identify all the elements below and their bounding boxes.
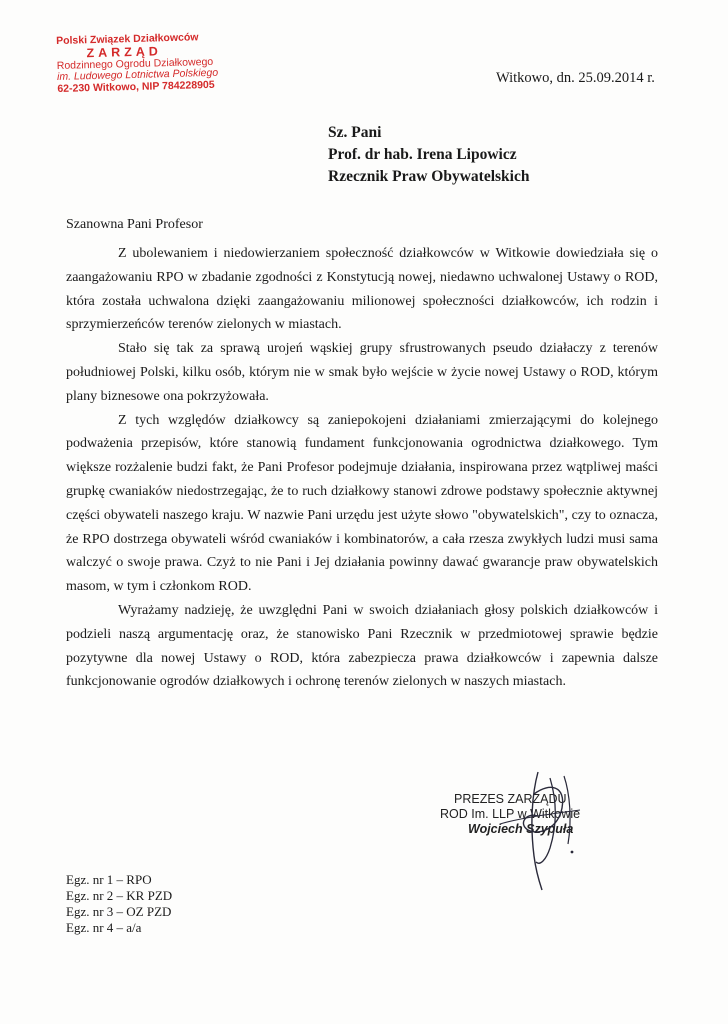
signature-name: Wojciech Szypuła (468, 822, 574, 836)
stamp-line-garden: Rodzinnego Ogrodu Działkowego (56, 55, 214, 72)
stamp-line-board: ZARZĄD (86, 43, 162, 60)
stamp-line-address: 62-230 Witkowo, NIP 784228905 (57, 78, 215, 95)
recipient-greeting: Sz. Pani (328, 124, 382, 141)
letter-body (66, 242, 658, 694)
copies-list (66, 872, 172, 936)
copy-item: Egz. nr 3 – OZ PZD (66, 904, 172, 919)
copy-item: Egz. nr 2 – KR PZD (66, 888, 173, 903)
signature-organization: ROD Im. LLP w Witkowie (440, 807, 581, 821)
signature-role: PREZES ZARZĄDU (454, 792, 567, 806)
signature-block (440, 792, 640, 912)
body-paragraph: Wyrażamy nadzieję, że uwzględni Pani w swoich działaniach głosy polskich działkowców i podzieli naszą argumentację oraz, że stanowisko Pani Rzecznik w przedmiotowej sprawie będzie pozytywne dla nowej Ustawy o ROD, która zabezpiecza prawa działkowców i zapewnia dalsze funkcjonowanie ogrodów działkowych i ochronę terenów zielonych w naszych miastach. (66, 602, 658, 690)
handwritten-signature (480, 764, 590, 894)
body-paragraph: Stało się tak za sprawą urojeń wąskiej grupy sfrustrowanych pseudo działaczy z terenów południowej Polski, kilku osób, którym nie w smak było wejście w życie nowej Ustawy o ROD, którym plany biznesowe ona pokrzyżowała. (66, 341, 658, 404)
recipient-name: Prof. dr hab. Irena Lipowicz (328, 146, 517, 163)
body-paragraph: Z tych względów działkowcy są zaniepokojeni działaniami zmierzającymi do kolejnego podważenia przepisów, które stanowią fundament funkcjonowania ogrodnictwa działkowego. Tym większe rozżalenie budzi fakt, że Pani Profesor podejmuje działania, inspirowana przez wątpliwej maści grupkę cwaniaków niedostrzegając, że to ruch działkowy stanowi zdrowe podstawy społecznie aktywnej części obywateli naszego kraju. W nazwie Pani urzędu jest użyte słowo "obywatelskich", czy to oznacza, że RPO dostrzega obywateli wśród cwaniaków i kombinatorów, a cała rzesza zwykłych ludzi musi sama walczyć o swoje prawa. Czyż to nie Pani i Jej działania powinny dawać gwarancje praw obywatelskich masom, w tym i członkom ROD. (66, 412, 658, 595)
letter-date: Witkowo, dn. 25.09.2014 r. (496, 70, 655, 86)
recipient-block (328, 122, 529, 188)
copy-item: Egz. nr 4 – a/a (66, 920, 142, 935)
stamp-line-union: Polski Związek Działkowców (55, 31, 199, 47)
organization-stamp (56, 31, 237, 95)
salutation: Szanowna Pani Profesor (66, 217, 203, 232)
recipient-title: Rzecznik Praw Obywatelskich (328, 168, 530, 185)
copy-item: Egz. nr 1 – RPO (66, 872, 152, 887)
stamp-line-patron: im. Ludowego Lotnictwa Polskiego (56, 66, 219, 83)
body-paragraph: Z ubolewaniem i niedowierzaniem społeczność działkowców w Witkowie dowiedziała się o zaangażowaniu RPO w zbadanie zgodności z Konstytucją nowej, niedawno uchwalonej Ustawy o ROD, która została uchwalona dzięki zaangażowaniu milionowej społeczności działkowców, ich rodzin i sprzymierzeńców terenów zielonych w miastach. (66, 246, 658, 333)
